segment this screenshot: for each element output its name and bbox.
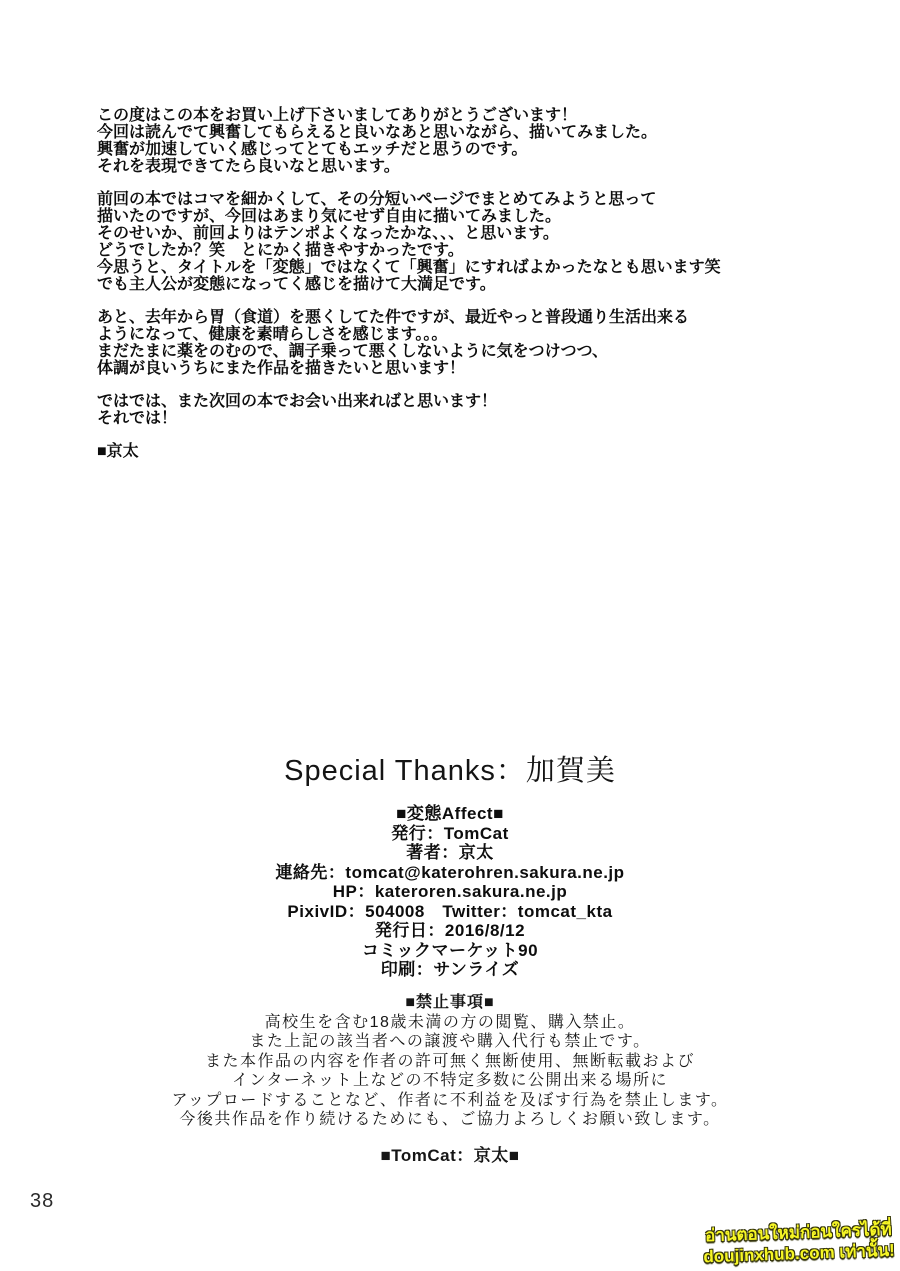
prohibitions-heading: ■禁止事項■ bbox=[405, 994, 495, 1011]
text-line: まだたまに薬をのむので、調子乗って悪くしないように気をつけつつ、 bbox=[97, 343, 609, 360]
text-line: どうでしたか？笑 とにかく描きやすかったです。 bbox=[97, 242, 464, 259]
text-line: HP：kateroren.sakura.ne.jp bbox=[332, 882, 568, 901]
text-line: また本作品の内容を作者の許可無く無断使用、無断転載および bbox=[204, 1052, 695, 1070]
text-line: 連絡先：tomcat@katerohren.sakura.ne.jp bbox=[275, 862, 625, 882]
afterword-paragraph-4 bbox=[97, 393, 797, 427]
text-line: ではでは、また次回の本でお会い出来ればと思います！ bbox=[97, 393, 498, 410]
text-line: アップロードすることなど、作者に不利益を及ぼす行為を禁止します。 bbox=[171, 1091, 729, 1109]
text-line: インターネット上などの不特定多数に公開出来る場所に bbox=[231, 1072, 669, 1089]
watermark-line-2: doujinxhub.com เท่านั้น! bbox=[702, 1240, 895, 1267]
text-line: 今後共作品を作り続けるためにも、ご協力よろしくお願い致します。 bbox=[179, 1111, 721, 1128]
special-thanks-heading: Special Thanks：加賀美 bbox=[284, 755, 616, 787]
text-line: コミックマーケット90 bbox=[361, 940, 539, 960]
text-line: この度はこの本をお買い上げ下さいましてありがとうございます！ bbox=[97, 107, 578, 124]
prohibitions-lines bbox=[0, 1013, 900, 1130]
text-line: 今思うと、タイトルを「変態」ではなくて「興奮」にすればよかったなとも思います笑 bbox=[97, 259, 721, 276]
text-line: 発行日：2016/8/12 bbox=[374, 921, 526, 940]
text-line: 体調が良いうちにまた作品を描きたいと思います！ bbox=[97, 360, 466, 377]
afterword-text bbox=[97, 107, 797, 460]
text-line: 描いたのですが、今回はあまり気にせず自由に描いてみました。 bbox=[97, 208, 562, 225]
text-line: ようになって、健康を素晴らしさを感じます。。。 bbox=[97, 326, 448, 343]
text-line: それでは！ bbox=[97, 410, 178, 427]
colophon bbox=[0, 748, 900, 980]
text-line: でも主人公が変態になってく感じを描けて大満足です。 bbox=[97, 276, 496, 293]
text-line: 今回は読んでて興奮してもらえると良いなあと思いながら、描いてみました。 bbox=[97, 124, 658, 141]
text-line: 著者：京太 bbox=[406, 843, 494, 862]
page-number: 38 bbox=[30, 1190, 55, 1212]
text-line: また上記の該当者への譲渡や購入代行も禁止です。 bbox=[249, 1033, 651, 1050]
text-line: あと、去年から胃（食道）を悪くしてた件ですが、最近やっと普段通り生活出来る bbox=[97, 309, 690, 326]
watermark-line-1: อ่านตอนใหม่ก่อนใครได้ที่ bbox=[704, 1219, 892, 1246]
text-line: 高校生を含む18歳未満の方の閲覧、購入禁止。 bbox=[264, 1013, 636, 1031]
text-line: 興奮が加速していく感じってとてもエッチだと思うのです。 bbox=[97, 141, 528, 158]
text-line: 前回の本ではコマを細かくして、その分短いページでまとめてみようと思って bbox=[97, 191, 657, 208]
text-line: そのせいか、前回よりはテンポよくなったかな、、、と思います。 bbox=[97, 225, 559, 242]
site-watermark bbox=[702, 1219, 895, 1268]
text-line: PixivID：504008 Twitter：tomcat_kta bbox=[287, 901, 613, 921]
author-signature: ■京太 bbox=[97, 443, 139, 460]
text-line: 印刷：サンライズ bbox=[380, 960, 520, 979]
prohibitions bbox=[0, 993, 900, 1165]
text-line: 発行：TomCat bbox=[391, 823, 509, 843]
afterword-paragraph-2 bbox=[97, 191, 797, 293]
circle-author-footer: ■TomCat：京太■ bbox=[380, 1145, 520, 1165]
afterword-paragraph-1 bbox=[97, 107, 797, 175]
text-line: それを表現できてたら良いなと思います。 bbox=[97, 158, 400, 175]
afterword-paragraph-3 bbox=[97, 309, 797, 377]
colophon-lines bbox=[0, 804, 900, 980]
text-line: ■変態Affect■ bbox=[396, 804, 504, 823]
